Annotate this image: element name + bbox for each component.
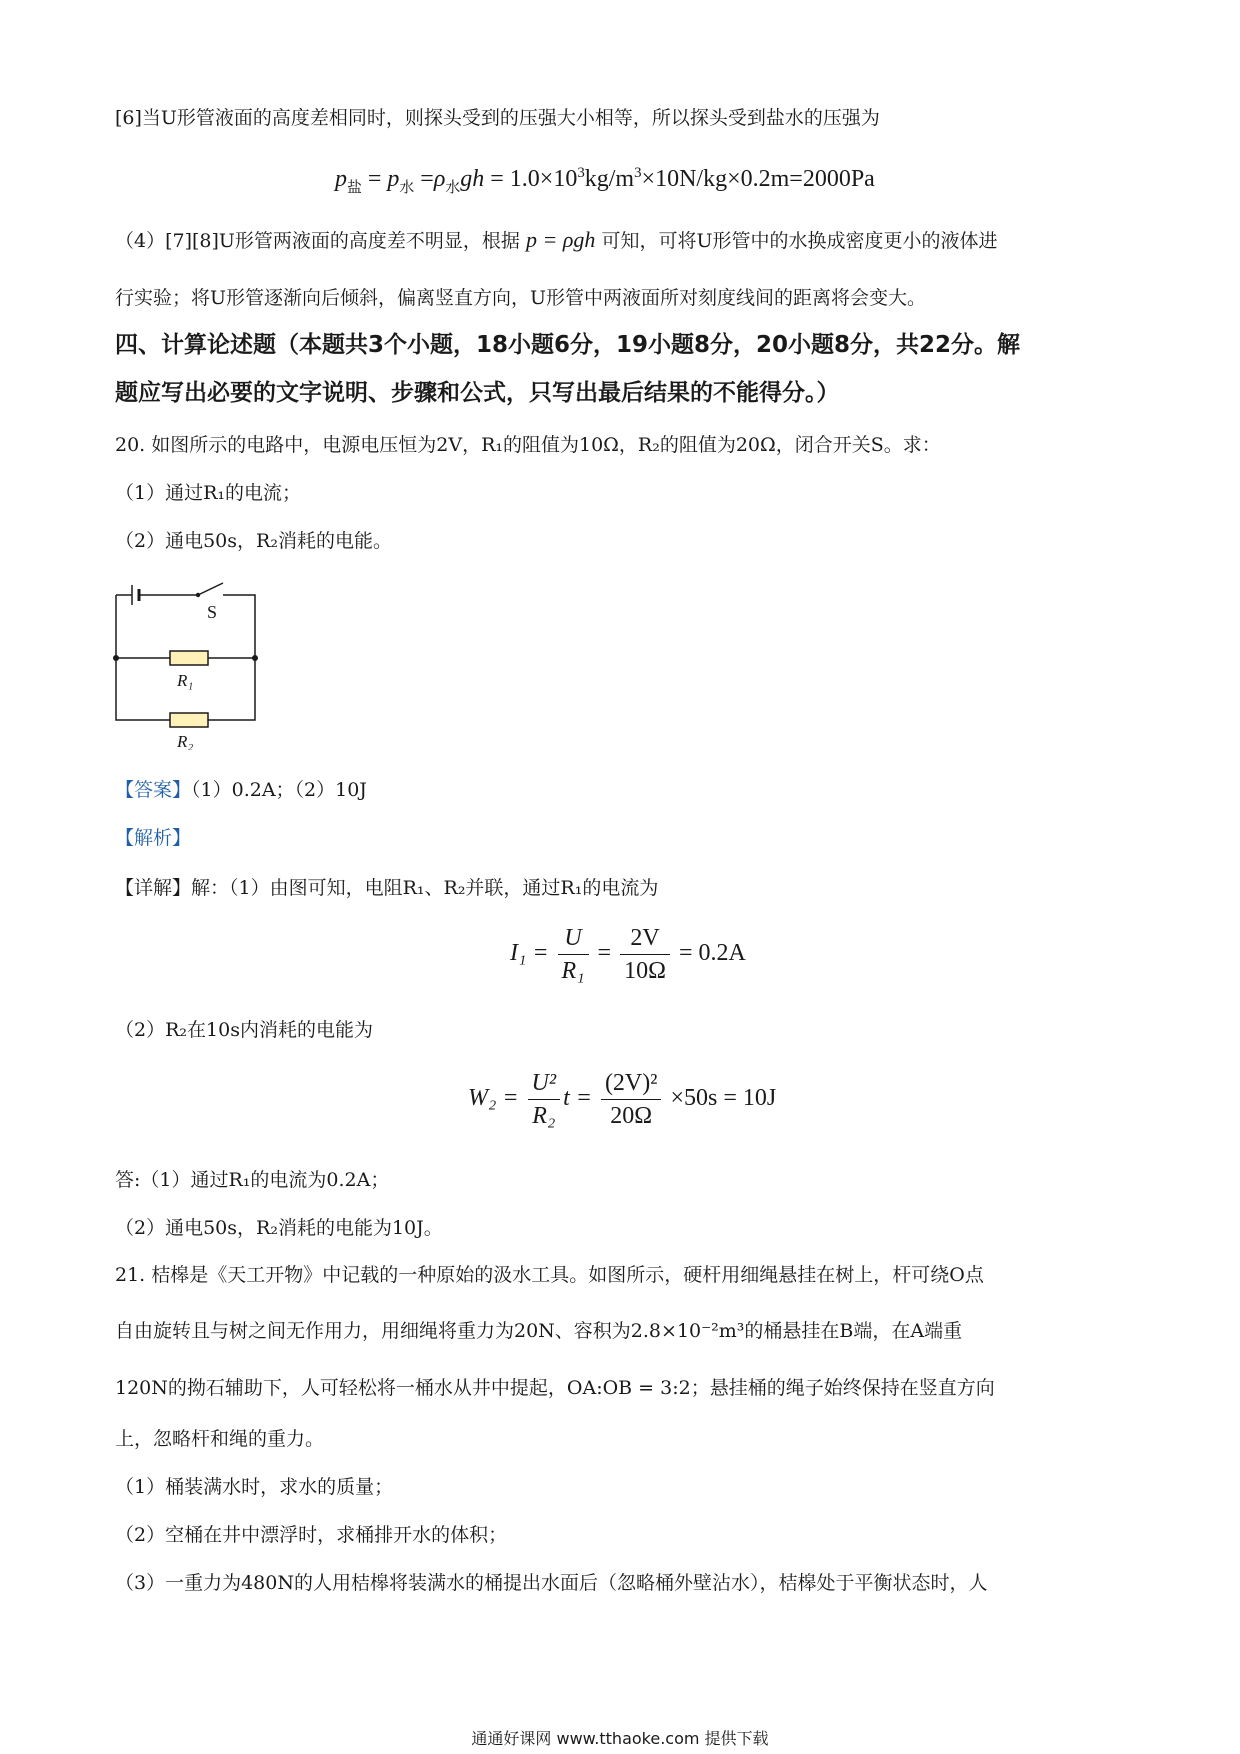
question-21-line1: 21. 桔槔是《天工开物》中记载的一种原始的汲水工具。如图所示，硬杆用细绳悬挂在树上，杆可绕O点 — [115, 1264, 984, 1286]
r1-label: R₁ — [177, 671, 194, 690]
answer-summary-2: （2）通电50s，R₂消耗的电能为10J。 — [115, 1217, 443, 1239]
question-21-line4: 上，忽略杆和绳的重力。 — [115, 1428, 325, 1450]
answer-line: 【答案】（1）0.2A；（2）10J — [115, 779, 367, 801]
switch-label: S — [207, 602, 218, 622]
resistor-r1 — [170, 651, 208, 665]
circuit-diagram — [110, 575, 270, 750]
question-21-line3: 120N的拗石辅助下，人可轻松将一桶水从井中提起，OA:OB = 3:2；悬挂桶的绳子始终保持在竖直方向 — [115, 1377, 995, 1399]
section-heading-continued: 题应写出必要的文字说明、步骤和公式，只写出最后结果的不能得分。） — [115, 380, 840, 406]
resistor-r2 — [170, 713, 208, 727]
analysis-tag: 【解析】 — [115, 827, 192, 849]
junction-left — [113, 655, 119, 661]
question-21-part3: （3）一重力为480N的人用桔槔将装满水的桶提出水面后（忽略桶外壁沾水），桔槔处于平衡状态时，人 — [115, 1572, 988, 1594]
formula-current: I₁ = $\frac{U}{\text{R₁}}$ = $\frac{2V}{10\Omega}$ = 0.2A — [510, 922, 746, 987]
paragraph-part4: （4）[7][8]U形管两液面的高度差不明显，根据 p = ρgh 可知，可将U形管中的水换成密度更小的液体进 — [115, 227, 998, 252]
question-20: 20. 如图所示的电路中，电源电压恒为2V，R₁的阻值为10Ω，R₂的阻值为20Ω，闭合开关S。求： — [115, 434, 941, 456]
footer-source: 通通好课网 www.tthaoke.com 提供下载 — [471, 1729, 769, 1748]
detail-paragraph: 【详解】解：（1）由图可知，电阻R₁、R₂并联，通过R₁的电流为 — [115, 877, 659, 899]
switch-lever — [198, 583, 223, 595]
r2-label: R₂ — [177, 732, 194, 750]
paragraph-energy: （2）R₂在10s内消耗的电能为 — [115, 1019, 373, 1041]
answer-summary-1: 答:（1）通过R₁的电流为0.2A； — [115, 1169, 390, 1191]
question-20-part1: （1）通过R₁的电流； — [115, 482, 302, 504]
formula-pressure: $p_盐 = p_水 =\rho_水gh = 1.0\times 10^3kg/m^3\times 10N/kg\times 0.2m=2000Pa$ — [335, 165, 875, 196]
answer-tag: 【答案】 — [115, 779, 192, 801]
question-21-part1: （1）桶装满水时，求水的质量； — [115, 1476, 394, 1498]
paragraph-salt-water-pressure: [6]当U形管液面的高度差相同时，则探头受到的压强大小相等，所以探头受到盐水的压强为 — [115, 107, 880, 129]
junction-right — [252, 655, 258, 661]
formula-energy: W₂ = $\frac{\text{U²}}{\text{R₂}}$ t = $\frac{\text{(2V)²}}{20\Omega}$ ×50s = 10J — [468, 1067, 776, 1132]
question-21-part2: （2）空桶在井中漂浮时，求桶排开水的体积； — [115, 1524, 508, 1546]
question-21-line2: 自由旋转且与树之间无作用力，用细绳将重力为20N、容积为2.8×10⁻²m³的桶悬挂在B端，在A端重 — [115, 1320, 963, 1342]
question-20-part2: （2）通电50s，R₂消耗的电能。 — [115, 530, 392, 552]
paragraph-part4-continued: 行实验；将U形管逐渐向后倾斜，偏离竖直方向，U形管中两液面所对刻度线间的距离将会变大。 — [115, 287, 927, 309]
section-heading: 四、计算论述题（本题共3个小题，18小题6分，19小题8分，20小题8分，共22分。解 — [115, 332, 1021, 358]
